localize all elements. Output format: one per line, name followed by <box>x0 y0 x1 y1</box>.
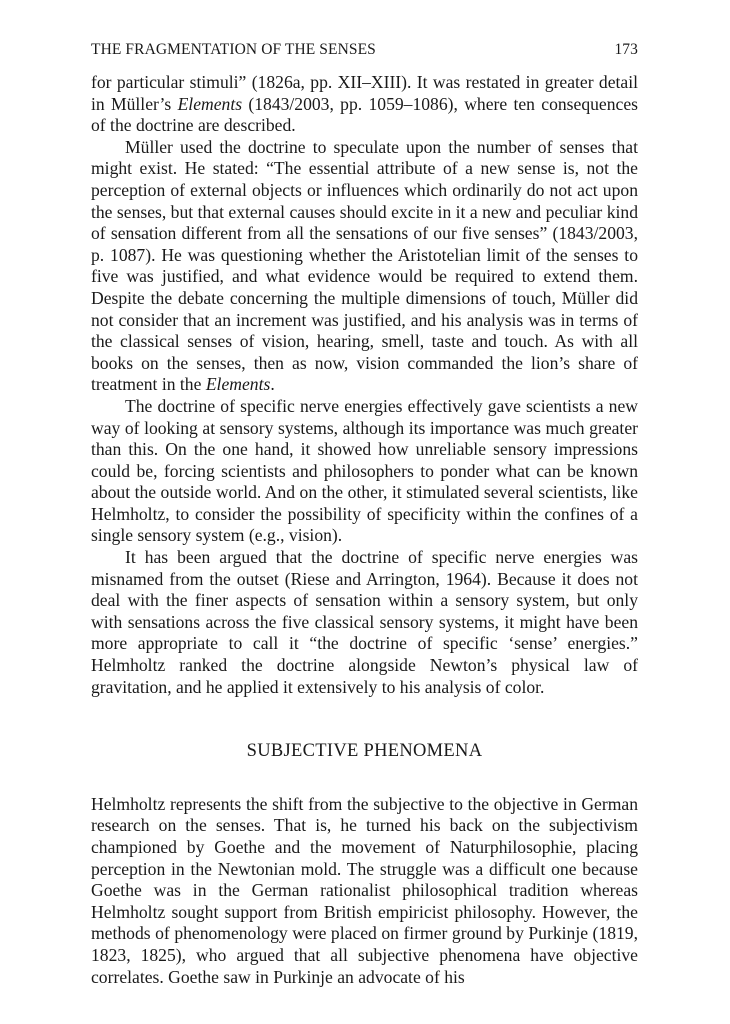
paragraph-4: It has been argued that the doctrine of specific nerve energies was misnamed from the outset (Riese and Arrington, 1964). Because it does not deal with the finer aspects of sensation within a sensory system, but only with sensations across the five classical sensory systems, it might have been more appropriate to call it “the doctrine of specific ‘sense’ energies.” Helmholtz ranked the doctrine alongside Newton’s physical law of gravitation, and he applied it extensively to his analysis of color. <box>91 547 638 697</box>
paragraph-3: The doctrine of specific nerve energies effectively gave scientists a new way of looking at sensory systems, although its importance was much greater than this. On the one hand, it showed how unreliable sensory impressions could be, forcing scientists and philosophers to ponder what can be known about the outside world. And on the other, it stimulated several scientists, like Helmholtz, to consider the possibility of specificity within the confines of a single sensory system (e.g., vision). <box>91 395 638 546</box>
section-heading: SUBJECTIVE PHENOMENA <box>246 741 483 762</box>
section-paragraph-1: Helmholtz represents the shift from the subjective to the objective in German research on the senses. That is, he turned his back on the subjectivism championed by Goethe and the movement of Naturphilosophie, placing perception in the Newtonian mold. The struggle was a difficult one because Goethe was in the German rationalist philosophical tradition whereas Helmholtz sought support from British empiricist philosophy. However, the methods of phenomenology were placed on firmer ground by Purkinje (1819, 1823, 1825), who argued that all subjective phenomena have objective correlates. Goethe saw in Purkinje an advocate of his <box>91 793 638 987</box>
book-title-elements: Elements <box>177 93 243 114</box>
book-title-elements: Elements <box>205 374 271 395</box>
body-text <box>91 72 638 988</box>
paragraph-2-text-b: . <box>270 374 275 395</box>
paragraph-1 <box>91 72 638 137</box>
paragraph-2 <box>91 137 638 396</box>
running-head <box>91 41 638 59</box>
paragraph-1-text-b: (1843/2003, pp. 1059–1086), where ten consequences of the doctrine are described. <box>91 93 638 136</box>
paragraph-2-text-a: Müller used the doctrine to speculate upon the number of senses that might exist. He stated: “The essential attribute of a new sense is, not the perception of external objects or influences which ordinarily do not act upon the senses, but that external causes should excite in it a new and peculiar kind of sensation different from all the sensations of our five senses” (1843/2003, p. 1087). He was questioning whether the Aristotelian limit of the senses to five was justified, and what evidence would be required to extend them. Despite the debate concerning the multiple dimensions of touch, Müller did not consider that an increment was justified, and his analysis was in terms of the classical senses of vision, hearing, smell, taste and touch. As with all books on the senses, then as now, vision commanded the lion’s share of treatment in the <box>91 136 638 395</box>
running-head-title: THE FRAGMENTATION OF THE SENSES <box>91 41 376 58</box>
book-page <box>91 41 638 988</box>
page-number: 173 <box>614 41 638 58</box>
paragraph-1-text-a: for particular stimuli” (1826a, pp. XII–XIII). It was restated in greater detail in Müller’s <box>91 72 638 114</box>
